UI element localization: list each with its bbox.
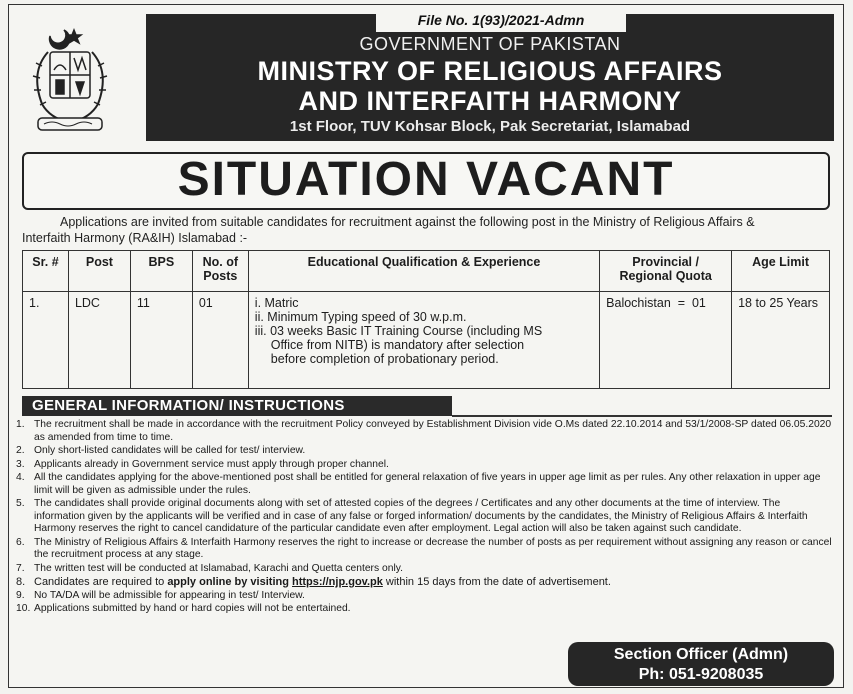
list-item <box>14 445 832 458</box>
item-text: within 15 days from the date of advertisement. <box>382 576 611 588</box>
state-emblem-icon <box>20 22 120 137</box>
list-item <box>14 459 832 472</box>
qualification-line: iii. 03 weeks Basic IT Training Course (including MS <box>254 324 543 338</box>
item-text: Only short-listed candidates will be called for test/ interview. <box>34 445 306 456</box>
table-header-row <box>23 251 830 292</box>
column-header-bps: BPS <box>130 251 192 292</box>
vacancy-table <box>22 250 830 389</box>
ministry-name-line-1: MINISTRY OF RELIGIOUS AFFAIRS <box>257 56 723 86</box>
list-item <box>14 576 832 589</box>
qualification-line: Office from NITB) is mandatory after selection <box>270 338 525 352</box>
contact-box <box>568 642 834 686</box>
column-header-sr: Sr. # <box>23 251 69 292</box>
general-info-heading: GENERAL INFORMATION/ INSTRUCTIONS <box>22 396 452 416</box>
list-item <box>14 537 832 562</box>
file-number: File No. 1(93)/2021-Admn <box>376 8 626 32</box>
officer-title: Section Officer (Admn) <box>613 646 789 663</box>
column-header-qualification: Educational Qualification & Experience <box>248 251 599 292</box>
ministry-name-line-2: AND INTERFAITH HARMONY <box>298 86 682 116</box>
list-item <box>14 563 832 576</box>
item-text: Applicants already in Government service must apply through proper channel. <box>34 458 389 470</box>
column-header-post: Post <box>68 251 130 292</box>
qualification-line: before completion of probationary period. <box>270 352 499 366</box>
cell-qualification <box>248 292 599 389</box>
item-number: 6. <box>16 536 25 548</box>
list-item <box>14 419 832 444</box>
list-item <box>14 472 832 497</box>
qualification-line: i. Matric <box>254 296 299 310</box>
item-number: 1. <box>16 419 25 430</box>
list-item <box>14 590 832 603</box>
government-title: GOVERNMENT OF PAKISTAN <box>359 34 621 54</box>
item-text: Candidates are required to <box>34 576 168 588</box>
item-number: 7. <box>16 562 25 574</box>
column-header-no-of-posts: No. of Posts <box>192 251 248 292</box>
list-item <box>14 603 832 616</box>
cell-age-limit: 18 to 25 Years <box>732 292 830 389</box>
cell-sr: 1. <box>23 292 69 389</box>
item-number: 8. <box>16 576 26 588</box>
cell-post: LDC <box>68 292 130 389</box>
item-number: 5. <box>16 498 25 509</box>
cell-quota: Balochistan = 01 <box>600 292 732 389</box>
instructions-list <box>14 419 832 617</box>
heading-divider <box>452 415 832 417</box>
cell-bps: 11 <box>130 292 192 389</box>
apply-online-text: apply online by visiting <box>167 576 289 588</box>
item-number: 2. <box>16 445 25 456</box>
officer-phone: Ph: 051-9208035 <box>638 666 764 683</box>
application-portal-link[interactable]: https://njp.gov.pk <box>292 576 383 588</box>
item-number: 9. <box>16 589 25 601</box>
item-text: The Ministry of Religious Affairs & Interfaith Harmony reserves the right to increase or decrease the number of posts as per requirement without assigning any reason or cancel the recruitment process at any stage. <box>34 536 832 560</box>
intro-paragraph <box>22 214 834 246</box>
ministry-address: 1st Floor, TUV Kohsar Block, Pak Secretariat, Islamabad <box>289 118 691 135</box>
table-row <box>23 292 830 389</box>
item-text: All the candidates applying for the above-mentioned post shall be entitled for general relaxation of five years in upper age limit as per rules. Any other relaxation in upper age limit will be given as admissible under the rules. <box>34 472 821 496</box>
item-text: The written test will be conducted at Islamabad, Karachi and Quetta centers only. <box>34 562 403 574</box>
item-text: Applications submitted by hand or hard copies will not be entertained. <box>34 603 351 614</box>
item-text: The recruitment shall be made in accordance with the recruitment Policy conveyed by Establishment Division vide O.Ms dated 22.10.2014 and 53/1/2008-SP dated 06.05.2020 as amended from time to time. <box>34 419 832 443</box>
column-header-age-limit: Age Limit <box>732 251 830 292</box>
item-number: 4. <box>16 472 25 483</box>
item-number: 3. <box>16 458 25 470</box>
column-header-quota: Provincial / Regional Quota <box>600 251 732 292</box>
item-number: 10. <box>16 603 31 614</box>
page-title: SITUATION VACANT <box>177 153 675 206</box>
intro-line-2: Interfaith Harmony (RA&IH) Islamabad :- <box>22 231 248 245</box>
qualification-line: ii. Minimum Typing speed of 30 w.p.m. <box>254 310 467 324</box>
item-text: No TA/DA will be admissible for appearing in test/ Interview. <box>34 589 305 601</box>
item-text: The candidates shall provide original documents along with set of attested copies of the degrees / Certificates and any other documents at the time of interview. The information given by the applicants will be verified and in case of any false or forged information/ documents by the candidates, the Ministry of Religious Affairs & Interfaith Harmony reserves the right to cancel candidature of the particular candidate even after employment. Legal action will also be taken against such candidate. <box>34 498 808 534</box>
intro-line-1: Applications are invited from suitable candidates for recruitment against the following post in the Ministry of Religious Affairs & <box>60 215 755 229</box>
list-item <box>14 498 832 536</box>
cell-posts: 01 <box>192 292 248 389</box>
